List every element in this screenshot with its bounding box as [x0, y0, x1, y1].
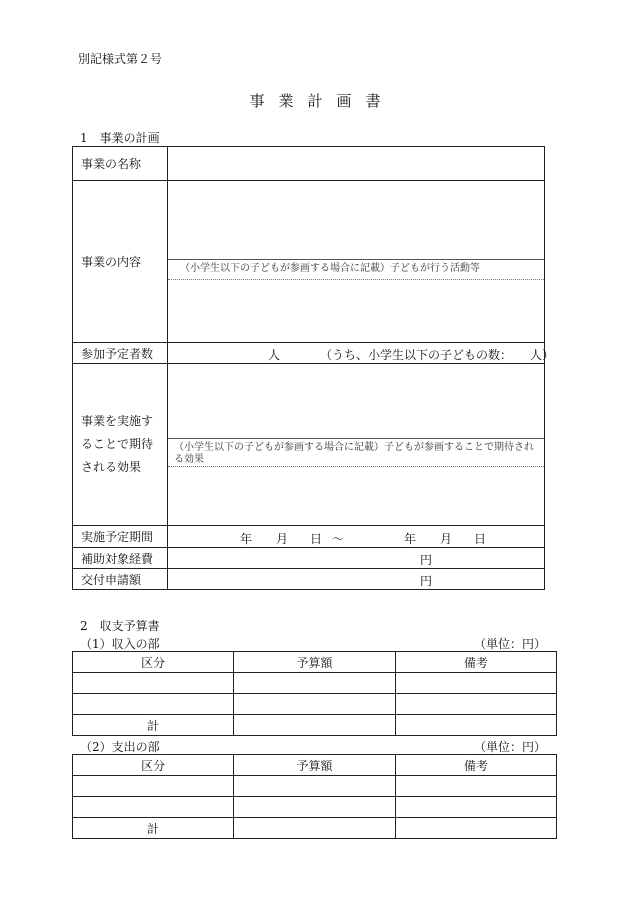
table-row: [73, 181, 545, 343]
cell[interactable]: [395, 797, 556, 818]
table-row: [73, 343, 545, 364]
total-label: 計: [73, 715, 234, 736]
table-row: [73, 147, 545, 181]
table-row: [73, 364, 545, 526]
form-id: 別記様式第２号: [78, 52, 163, 66]
expense-unit: （単位：円）: [474, 740, 547, 754]
cell[interactable]: [73, 797, 234, 818]
cell[interactable]: [395, 715, 556, 736]
cell[interactable]: [73, 776, 234, 797]
cell[interactable]: [395, 694, 556, 715]
label-name: 事業の名称: [73, 147, 168, 181]
participants-kids-unit: 人）: [530, 348, 555, 362]
cell[interactable]: [395, 673, 556, 694]
cell[interactable]: [73, 694, 234, 715]
label-grant-amount: 交付申請額: [73, 569, 168, 590]
label-participants: 参加予定者数: [73, 343, 168, 364]
label-effect-line: ることで期待: [81, 437, 154, 451]
header-notes: 備考: [395, 755, 556, 776]
income-heading: （1）収入の部: [80, 637, 160, 651]
period-start-year: 年: [240, 532, 253, 546]
period-start-month: 月: [276, 532, 289, 546]
header-notes: 備考: [395, 652, 556, 673]
income-table: [72, 651, 557, 736]
header-budget: 予算額: [234, 755, 395, 776]
header-category: 区分: [73, 755, 234, 776]
header-budget: 予算額: [234, 652, 395, 673]
plan-table: [72, 146, 555, 590]
field-grant-amount[interactable]: [168, 569, 545, 590]
effect-note: （小学生以下の子どもが参画する場合に記載）子どもが参画することで期待される効果: [174, 442, 534, 465]
cell[interactable]: [234, 818, 395, 839]
field-name[interactable]: [168, 147, 545, 181]
table-row: [73, 818, 557, 839]
table-row: [73, 776, 557, 797]
total-label: 計: [73, 818, 234, 839]
period-end-day: 日: [474, 532, 487, 546]
label-effect: [73, 364, 168, 526]
label-effect-line: される効果: [81, 460, 142, 474]
field-effect[interactable]: [168, 364, 545, 526]
label-content: 事業の内容: [73, 181, 168, 343]
table-row: [73, 548, 545, 569]
cell[interactable]: [234, 694, 395, 715]
period-start-day: 日: [310, 532, 323, 546]
cell[interactable]: [395, 818, 556, 839]
cell[interactable]: [234, 797, 395, 818]
period-end-year: 年: [404, 532, 417, 546]
subsidy-cost-yen: 円: [420, 553, 433, 567]
table-row: [73, 569, 545, 590]
table-header-row: [73, 755, 557, 776]
cell[interactable]: [395, 776, 556, 797]
table-row: [73, 673, 557, 694]
cell[interactable]: [73, 673, 234, 694]
field-period[interactable]: [168, 526, 545, 548]
cell[interactable]: [234, 715, 395, 736]
table-row: [73, 526, 545, 548]
income-unit: （単位：円）: [474, 637, 547, 651]
content-note: （小学生以下の子どもが参画する場合に記載）子どもが行う活動等: [180, 263, 480, 274]
cell[interactable]: [234, 673, 395, 694]
label-period: 実施予定期間: [73, 526, 168, 548]
period-end-month: 月: [440, 532, 453, 546]
expense-table: [72, 754, 557, 839]
section2-heading: 2 収支予算書: [80, 619, 160, 633]
expense-heading: （2）支出の部: [80, 740, 160, 754]
label-effect-line: 事業を実施す: [81, 414, 154, 428]
table-row: [73, 694, 557, 715]
participants-kids-label: （うち、小学生以下の子どもの数：: [320, 348, 513, 362]
header-category: 区分: [73, 652, 234, 673]
field-subsidy-cost[interactable]: [168, 548, 545, 569]
page-title: 事業計画書: [249, 92, 395, 110]
field-content[interactable]: [168, 181, 545, 343]
field-participants[interactable]: [168, 343, 555, 364]
participants-unit: 人: [268, 348, 281, 362]
cell[interactable]: [234, 776, 395, 797]
grant-amount-yen: 円: [420, 574, 433, 588]
label-subsidy-cost: 補助対象経費: [73, 548, 168, 569]
period-tilde: ～: [332, 532, 345, 546]
table-row: [73, 715, 557, 736]
section1-heading: 1 事業の計画: [80, 131, 160, 145]
table-header-row: [73, 652, 557, 673]
table-row: [73, 797, 557, 818]
